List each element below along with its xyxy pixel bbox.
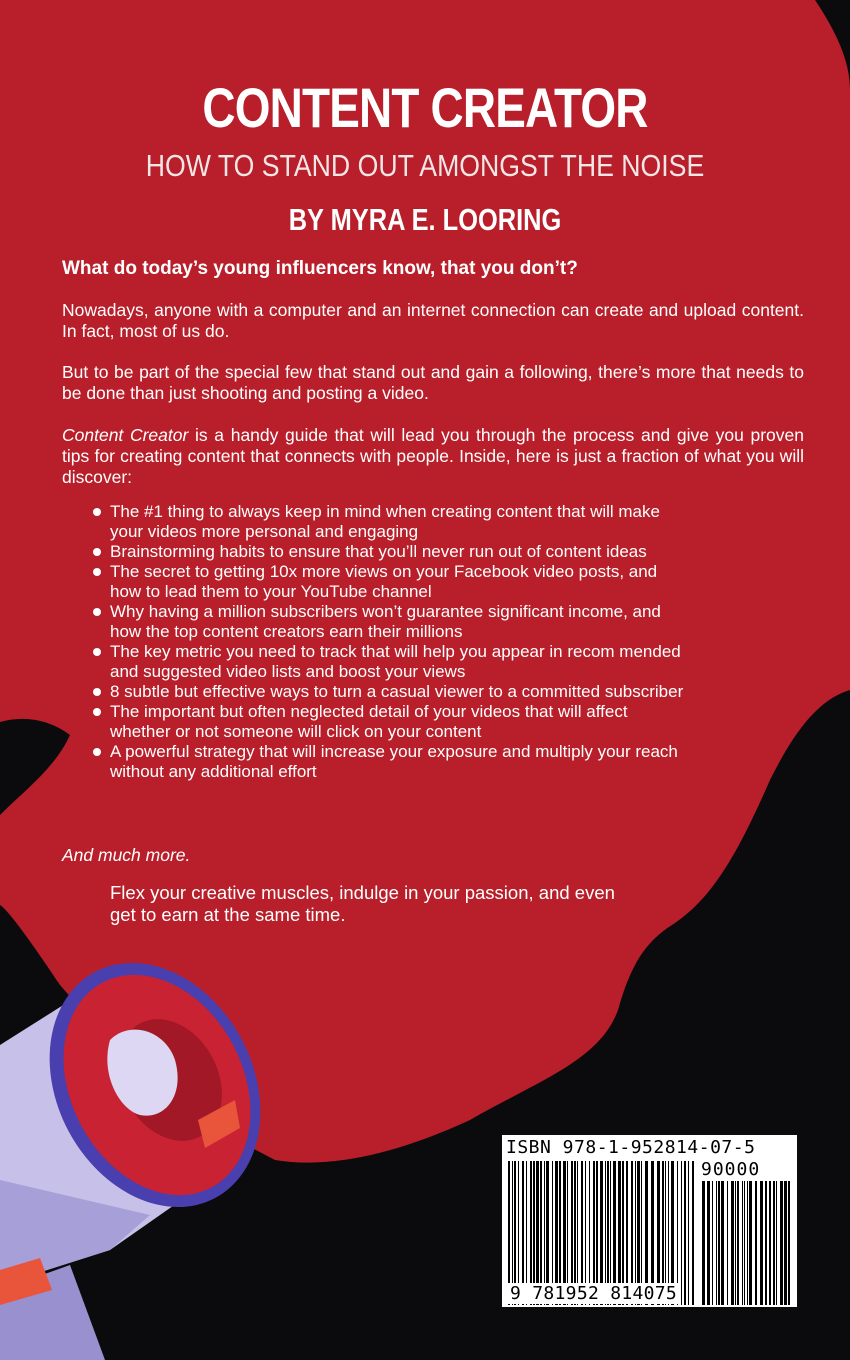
barcode-bar — [684, 1161, 686, 1305]
barcode-bar — [737, 1181, 739, 1305]
blurb-paragraph-1: Nowadays, anyone with a computer and an internet connection can create and upload content. In fact, most of us do. — [62, 300, 804, 341]
barcode-bar — [735, 1181, 736, 1305]
blurb-paragraph-3 — [62, 425, 804, 488]
barcode-bar — [702, 1181, 705, 1305]
barcode-bar — [776, 1181, 777, 1305]
list-item: A powerful strategy that will increase your exposure and multiply your reach without any additional effort — [92, 742, 692, 782]
barcode-digits: 9 781952 814075 — [510, 1283, 678, 1304]
list-item: The #1 thing to always keep in mind when creating content that will make your videos more personal and engaging — [92, 502, 692, 542]
barcode-bar — [716, 1181, 717, 1305]
barcode-bar — [744, 1181, 745, 1305]
barcode-bar — [681, 1161, 682, 1305]
barcode-bar — [742, 1181, 743, 1305]
list-item: Why having a million subscribers won’t guarantee significant income, and how the top content creators earn their millions — [92, 602, 692, 642]
list-item: The secret to getting 10x more views on your Facebook video posts, and how to lead them to your YouTube channel — [92, 562, 692, 602]
closing-tagline: Flex your creative muscles, indulge in your passion, and even get to earn at the same time. — [110, 882, 615, 925]
book-subtitle: HOW TO STAND OUT AMONGST THE NOISE — [145, 148, 705, 183]
barcode-bar — [692, 1161, 694, 1305]
barcode-bar — [688, 1161, 689, 1305]
barcode-bar — [780, 1181, 783, 1305]
barcode-bar — [747, 1181, 748, 1305]
list-item: The key metric you need to track that will help you appear in recom mended and suggested video lists and boost your views — [92, 642, 692, 682]
book-title: CONTENT CREATOR — [202, 76, 648, 139]
blurb-lead: What do today’s young influencers know, that you don’t? — [62, 258, 578, 279]
and-much-more: And much more. — [62, 845, 191, 865]
barcode-bar — [788, 1181, 790, 1305]
barcode-bar — [765, 1181, 767, 1305]
barcode-bar — [721, 1181, 724, 1305]
addon-barcode-bars — [702, 1181, 792, 1305]
barcode-bar — [773, 1181, 775, 1305]
list-item: 8 subtle but effective ways to turn a casual viewer to a committed subscriber — [92, 682, 692, 702]
barcode-bar — [718, 1181, 720, 1305]
barcode-bar — [712, 1181, 713, 1305]
barcode-bar — [769, 1181, 771, 1305]
list-item: The important but often neglected detail of your videos that will affect whether or not someone will click on your content — [92, 702, 692, 742]
barcode-bar — [784, 1181, 787, 1305]
barcode-bar — [760, 1181, 763, 1305]
barcode-bar — [755, 1181, 757, 1305]
list-item: Brainstorming habits to ensure that you’ll never run out of content ideas — [92, 542, 692, 562]
discover-list — [92, 502, 692, 782]
barcode-bar — [727, 1181, 728, 1305]
book-title-italic: Content Creator — [62, 425, 189, 445]
isbn-label: ISBN 978-1-952814-07-5 — [506, 1137, 756, 1158]
barcode-bar — [707, 1181, 710, 1305]
barcode-bar — [731, 1181, 734, 1305]
isbn-barcode — [502, 1135, 797, 1307]
barcode-bar — [749, 1181, 752, 1305]
blurb-paragraph-2: But to be part of the special few that stand out and gain a following, there’s more that needs to be done than just shooting and posting a video. — [62, 362, 804, 403]
blurb-paragraph-3-text: is a handy guide that will lead you through the process and give you proven tips for creating content that connects with people. Inside, here is just a fraction of what you will discover: — [62, 425, 805, 487]
book-author: BY MYRA E. LOORING — [288, 202, 562, 237]
price-addon-code: 90000 — [701, 1159, 761, 1180]
